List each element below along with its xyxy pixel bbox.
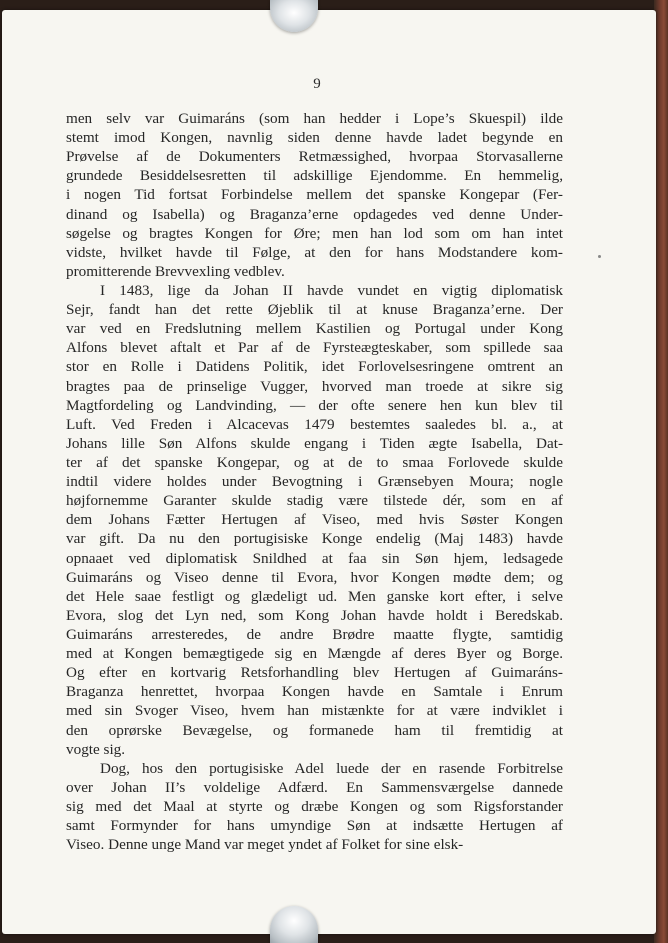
- text-line: ter af det spanske Kongepar, og at de to smaa Forlovede skulde: [66, 453, 563, 471]
- text-line: Alfons blevet aftalt et Par af de Fyrsteægteskaber, som spillede saa: [66, 339, 563, 357]
- text-line: Guimaráns og Viseo denne til Evora, hvor Kongen mødte dem; og: [66, 568, 563, 586]
- text-line: opnaaet ved diplomatisk Snildhed at faa sin Søn hjem, ledsagede: [66, 549, 563, 567]
- text-line: søgelse og bragtes Kongen for Øre; men han lod som om han intet: [66, 224, 563, 242]
- text-line: Evora, slog det Lyn ned, som Kong Johan havde holdt i Beredskab.: [66, 606, 563, 624]
- text-line: samt Formynder for hans umyndige Søn at indsætte Hertugen af: [66, 817, 563, 835]
- page-number: 9: [313, 76, 321, 92]
- text-line: vogte sig.: [66, 740, 126, 758]
- text-line: dinand og Isabella) og Braganza’erne opdagedes ved denne Under-: [66, 205, 563, 223]
- text-line: Og efter en kortvarig Retsforhandling blev Hertugen af Guimaráns-: [66, 664, 563, 682]
- text-line: Prøvelse af de Dokumenters Retmæssighed, hvorpaa Storvasallerne: [66, 148, 563, 166]
- text-line: med at Kongen bemægtigede sig en Mængde af deres Byer og Borge.: [66, 645, 563, 663]
- text-line: over Johan II’s voldelige Adfærd. En Sammensværgelse dannede: [66, 778, 563, 796]
- book-cover-edge: [654, 0, 668, 943]
- text-line: indtil videre holdes under Bevogtning i Grænsebyen Moura; nogle: [66, 473, 563, 491]
- text-line: stemt imod Kongen, navnlig siden denne havde ladet begynde en: [66, 129, 563, 147]
- text-line: stor en Rolle i Datidens Politik, idet Forlovelsesringene omtrent an: [66, 358, 563, 376]
- text-line: sig med det Maal at styrte og dræbe Kongen og som Rigsforstander: [66, 797, 563, 815]
- text-line: vidste, hvilket havde til Følge, at den for hans Modstandere kom-: [66, 243, 563, 261]
- text-line: Magtfordeling og Landvinding, — der ofte senere hen kun blev til: [66, 396, 563, 414]
- text-line: bragtes paa de prinselige Vugger, hvorved man troede at sikre sig: [66, 377, 563, 395]
- text-line: det Hele saae festligt og glædeligt ud. Men ganske kort efter, i selve: [66, 587, 563, 605]
- text-line: var ved en Fredslutning mellem Kastilien og Portugal under Kong: [66, 320, 563, 338]
- text-line: var gift. Da nu den portugisiske Konge endelig (Maj 1483) havde: [66, 530, 563, 548]
- text-line: men selv var Guimaráns (som han hedder i Lope’s Skuespil) ilde: [66, 110, 563, 127]
- text-line: I 1483, lige da Johan II havde vundet en vigtig diplomatisk: [100, 281, 563, 299]
- text-line: i nogen Tid fortsat Forbindelse mellem det spanske Kongepar (Fer-: [66, 186, 563, 204]
- text-line: Braganza henrettet, hvorpaa Kongen havde en Samtale i Enrum: [66, 683, 563, 701]
- text-line: grundede Besiddelsesretten til adskillige Ejendomme. En hemmelig,: [66, 167, 563, 185]
- body-text: [66, 109, 563, 854]
- text-line: promitterende Brevvexling vedblev.: [66, 262, 285, 280]
- text-line: Luft. Ved Freden i Alcacevas 1479 bestemtes saaledes bl. a., at: [66, 415, 563, 433]
- text-line: dem Johans Fætter Hertugen af Viseo, med hvis Søster Kongen: [66, 511, 563, 529]
- text-line: Dog, hos den portugisiske Adel luede der en rasende Forbitrelse: [100, 759, 563, 777]
- text-line: højfornemme Garanter skulde stadig være tilstede dér, som en af: [66, 492, 563, 510]
- text-line: Viseo. Denne unge Mand var meget yndet af Folket for sine elsk-: [66, 836, 464, 854]
- book-page: [2, 10, 656, 934]
- text-line: Johans lille Søn Alfons skulde engang i Tiden ægte Isabella, Dat-: [66, 434, 563, 452]
- text-line: den oprørske Bevægelse, og formanede ham til fremtidig at: [66, 721, 563, 739]
- paper-speck: [598, 255, 601, 258]
- text-line: Sejr, fandt han det rette Øjeblik til at knuse Braganza’erne. Der: [66, 301, 563, 319]
- text-line: med sin Svoger Viseo, hvem han mistænkte for at være indviklet i: [66, 702, 563, 720]
- text-line: Guimaráns arresteredes, de andre Brødre maatte flygte, samtidig: [66, 625, 563, 643]
